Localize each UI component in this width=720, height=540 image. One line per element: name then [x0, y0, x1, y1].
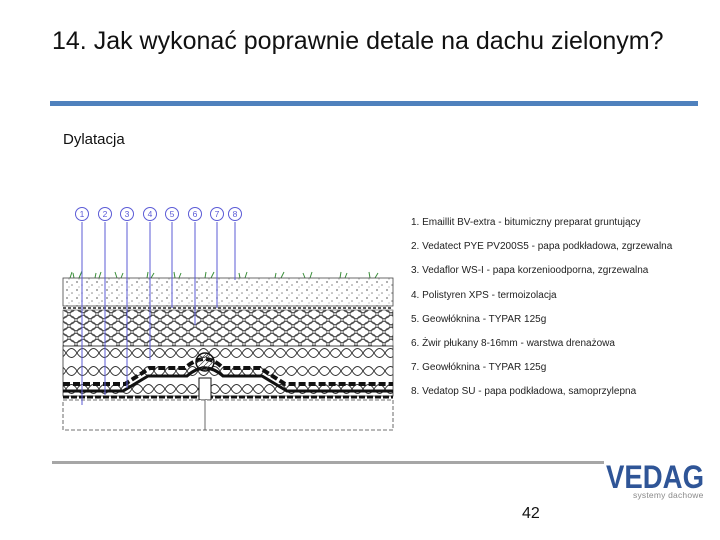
joint-filler-roll — [196, 353, 214, 371]
callout-label: 4 — [147, 209, 153, 219]
legend-item: 6. Żwir płukany 8-16mm - warstwa drenażowa — [411, 337, 615, 349]
logo-tagline: systemy dachowe — [633, 490, 704, 500]
slide-subtitle: Dylatacja — [63, 131, 125, 148]
page-number: 42 — [522, 505, 540, 522]
layer-legend — [411, 216, 672, 410]
legend-item: 2. Vedatect PYE PV200S5 - papa podkładowa, zgrzewalna — [411, 241, 673, 253]
callout-label: 1 — [79, 209, 85, 219]
drainage-gravel-layer — [63, 310, 393, 346]
callout-label: 3 — [124, 209, 130, 219]
callout-label: 6 — [192, 209, 198, 219]
expansion-gap — [199, 378, 211, 400]
slide-title: 14. Jak wykonać poprawnie detale na dachu zielonym? — [52, 27, 664, 55]
legend-item: 1. Emaillit BV-extra - bitumiczny preparat gruntujący — [411, 217, 641, 228]
insulation-layer — [63, 346, 393, 396]
substrate-layer — [63, 278, 393, 306]
callout-label: 2 — [102, 209, 108, 219]
callout-label: 8 — [232, 209, 238, 219]
callout-label: 7 — [214, 209, 220, 219]
logo-wordmark: VEDAG — [606, 459, 704, 495]
legend-item: 5. Geowłóknina - TYPAR 125g — [411, 313, 547, 325]
legend-item: 4. Polistyren XPS - termoizolacja — [411, 289, 557, 301]
legend-item: 7. Geowłóknina - TYPAR 125g — [411, 362, 547, 374]
callout-label: 5 — [169, 209, 175, 219]
vegetation-layer — [70, 271, 378, 278]
legend-item: 8. Vedatop SU - papa podkładowa, samoprzylepna — [411, 386, 637, 398]
concrete-slab — [63, 400, 393, 430]
legend-item: 3. Vedaflor WS-I - papa korzenioodporna, zgrzewalna — [411, 265, 649, 277]
title-divider — [50, 101, 698, 106]
